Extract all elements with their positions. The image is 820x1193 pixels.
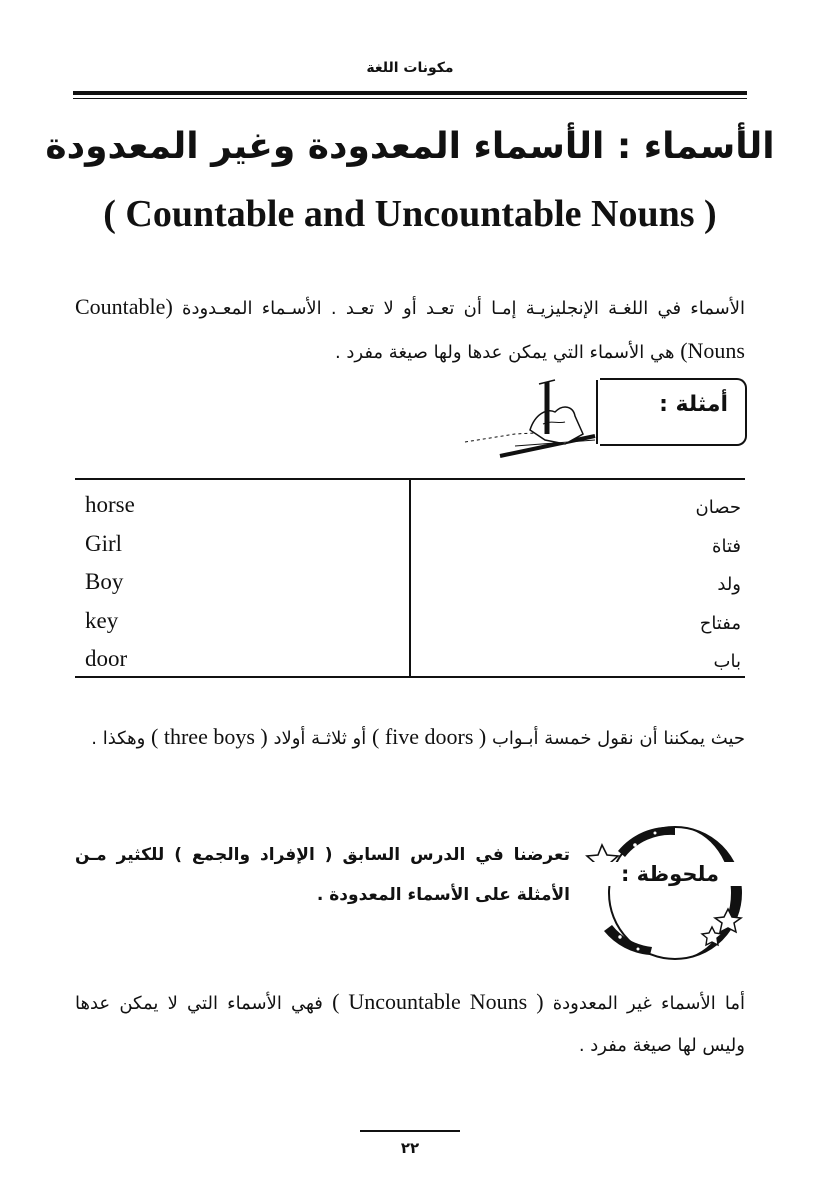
intro-paragraph [75,286,745,374]
intro-text-2: هي الأسماء التي يمكن عدها ولها صيغة مفرد . [334,342,675,363]
table-cell-english: Girl [85,530,123,556]
counting-paragraph [75,716,745,760]
page-number: ٢٢ [400,1139,420,1157]
page-title-arabic: الأسماء : الأسماء المعدودة وغير المعدودة [45,126,775,167]
table-cell-arabic: فتاة [712,535,741,557]
page-title-english: ( Countable and Uncountable Nouns ) [103,193,717,235]
table-cell-english: horse [85,492,135,517]
counting-term-2: ( three boys ) [151,724,268,749]
intro-term: (Countable Nouns) [75,294,745,363]
table-cell-arabic: ولد [717,574,741,595]
counting-text-2: أو ثلاثـة أولاد [273,728,367,749]
table-cell-english: key [85,607,119,633]
running-header: مكونات اللغة [366,60,454,76]
counting-text-3: وهكذا . [91,728,146,749]
footer-rule [360,1130,460,1132]
moon-stars-icon [580,823,750,963]
examples-label: أمثلة : [659,392,728,417]
table-cell-english: Boy [85,569,124,594]
uncountable-text-1: أما الأسماء غير المعدودة [552,993,746,1014]
table-cell-english: door [85,646,128,671]
header-rule-thick [73,91,747,95]
uncountable-paragraph [75,981,745,1067]
table-cell-arabic: مفتاح [699,612,741,634]
table-cell-arabic: باب [713,651,741,672]
arabic-column [441,488,741,681]
table-cell-arabic: حصان [695,497,741,518]
uncountable-term: ( Uncountable Nouns ) [332,989,544,1014]
counting-term-1: ( five doors ) [371,724,487,749]
english-column [85,488,385,681]
header-rule-thin [73,98,747,99]
counting-text-1: حيث يمكننا أن نقول خمسة أبـواب [491,728,745,749]
note-label: ملحوظة : [590,862,750,886]
uncountable-text-2: فهي الأسماء التي لا يمكن عدها وليس لها صيغة مفرد . [75,993,745,1056]
note-text: تعرضنا في الدرس السابق ( الإفراد والجمع ) للكثير مـن الأمثلة على الأسماء المعدودة . [75,845,570,905]
intro-text-1: الأسماء في اللغـة الإنجليزيـة إمـا أن تعـد أو لا تعـد . الأسـماء المعـدودة [182,298,745,319]
hand-writing-icon [455,374,605,459]
vocabulary-table [75,478,745,678]
